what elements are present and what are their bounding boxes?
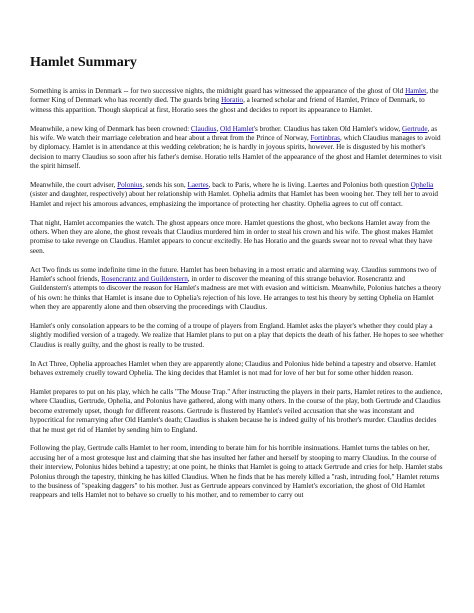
link-fortinbras[interactable]: Fortinbras (310, 134, 340, 143)
paragraph-text: 's brother. Claudius has taken Old Hamlet's widow, (253, 124, 403, 133)
paragraph-text: Meanwhile, a new king of Denmark has been crowned: (30, 124, 191, 133)
link-claudius[interactable]: Claudius (190, 124, 217, 133)
paragraph-text: , as his wife. We watch their marriage celebration and hear about a threat from the Prince of Norway, (30, 124, 438, 143)
paragraph-text: Following the play, Gertrude calls Hamlet to her room, intending to berate him for his horrible insinuations. Hamlet turns the tables on her, accusing her of a most grotesque lust and claiming that she has insulted her father and herself by stooping to marry Claudius. In the course of their interview, Polonius hides behind a tapestry; at one point, he thinks that Hamlet is going to attack Gertrude and cries for help. Hamlet stabs Polonius through the tapestry, thinking he has killed Claudius. When he finds that he has merely killed a "rash, intruding fool," Hamlet returns to the business of "speaking daggers" to his mother. Just as Gertrude appears convinced by Hamlet's excoriation, the ghost of Old Hamlet reappears and tells Hamlet not to behave so cruelly to his mother, and to remember to carry out (30, 444, 443, 500)
paragraph-text: Something is amiss in Denmark -- for two successive nights, the midnight guard has witnessed the appearance of the ghost of Old (30, 87, 406, 95)
page-title: Hamlet Summary (30, 55, 137, 70)
paragraph-text: (sister and daughter, respectively) about her relationship with Hamlet. Ophelia admits that Hamlet has been wooing her. They tell her to avoid Hamlet and reject his amorous advances, emphasizing the importance of protecting her chastity. Ophelia agrees to cut off contact. (30, 190, 438, 208)
link-laertes[interactable]: Laertes (187, 181, 209, 190)
paragraph-text: , (216, 124, 221, 133)
link-rosencrantz-and-guildenstern[interactable]: Rosencrantz and Guildenstern (101, 275, 188, 284)
paragraph-text: In Act Three, Ophelia approaches Hamlet when they are apparently alone; Claudius and Polonius hide behind a tapestry and observe. Hamlet behaves extremely cruelly toward Ophelia. The king decides that Hamlet is not mad for love of her but for some other hidden reason. (30, 359, 436, 378)
link-gertrude[interactable]: Gertrude (402, 124, 428, 133)
summary-paragraph (30, 219, 444, 257)
summary-paragraph (30, 181, 444, 209)
paragraph-text: , a learned scholar and friend of Hamlet, Prince of Denmark, to witness this apparition. Though skeptical at first, Horatio sees the ghost and decides to report its appearance to Hamlet. (30, 96, 425, 114)
link-ophelia[interactable]: Ophelia (410, 181, 434, 190)
summary-paragraph (30, 388, 444, 435)
link-horatio[interactable]: Horatio (221, 96, 244, 105)
paragraph-text: , in order to discover the meaning of this strange behavior. Rosencrantz and Guildenstern's attempts to discover the reason for Hamlet's madness are met with evasion and witticism. Meanwhile, Polonius hatches a theory of his own: he thinks that Hamlet is insane due to Ophelia's rejection of his love. He arranges to test his theory by setting Ophelia on Hamlet when they are apparently alone and then observing the proceedings with Claudius. (30, 275, 442, 312)
link-hamlet[interactable]: Hamlet (405, 87, 427, 95)
link-polonius[interactable]: Polonius (117, 181, 143, 190)
paragraph-text: Hamlet's only consolation appears to be the coming of a troupe of players from England. Hamlet asks the player's whether they could play a slightly modified version of a tragedy. We realize that Hamlet plans to put on a play that depicts the death of his father. He hopes to see whether Claudius is really guilty, and the ghost is really to be trusted. (30, 322, 444, 349)
paragraph-text: , sends his son, (142, 181, 188, 190)
summary-paragraph (30, 360, 444, 379)
summary-paragraph (30, 125, 444, 172)
paragraph-text: Hamlet prepares to put on his play, which he calls "The Mouse Trap." After instructing the players in their parts, Hamlet retires to the audience, where Claudius, Gertrude, Ophelia, and Polonius have gathered, along with many others. In the course of the play, both Gertrude and Claudius become extremely upset, though for different reasons. Gertrude is flustered by Hamlet's veiled accusation that she was inconstant and hypocritical for remarrying after Old Hamlet's death; Claudius is shaken because he is indeed guilty of his brother's murder. Claudius decides that he must get rid of Hamlet by sending him to England. (30, 387, 443, 434)
paragraph-text: , the former King of Denmark who has recently died. The guards bring (30, 87, 439, 105)
paragraph-text: Meanwhile, the court adviser, (30, 181, 118, 190)
summary-paragraph (30, 444, 444, 500)
paragraph-text: , back to Paris, where he is living. Laertes and Polonius both question (208, 181, 411, 190)
paragraph-text: Act Two finds us some indefinite time in the future. Hamlet has been behaving in a most erratic and alarming way. Claudius summons two of Hamlet's school friends, (30, 265, 437, 284)
summary-body (30, 87, 444, 501)
paragraph-text: , which Claudius manages to avoid by diplomacy. Hamlet is in attendance at this wedding celebration; he is hardly in joyous spirits, however. He is disgusted by his mother's decision to marry Claudius so soon after his father's demise. Horatio tells Hamlet of the appearance of the ghost and Hamlet determines to visit the spirit himself. (30, 134, 442, 171)
summary-paragraph (30, 266, 444, 313)
summary-paragraph (30, 87, 444, 115)
summary-paragraph (30, 322, 444, 350)
link-old-hamlet[interactable]: Old Hamlet (220, 124, 254, 133)
paragraph-text: That night, Hamlet accompanies the watch. The ghost appears once more. Hamlet questions the ghost, who beckons Hamlet away from the others. When they are alone, the ghost reveals that Claudius murdered him in order to steal his crown and his wife. The ghost makes Hamlet promise to take revenge on Claudius. Hamlet appears to concur excitedly. He has Horatio and the guards swear not to reveal what they have seen. (30, 218, 434, 255)
